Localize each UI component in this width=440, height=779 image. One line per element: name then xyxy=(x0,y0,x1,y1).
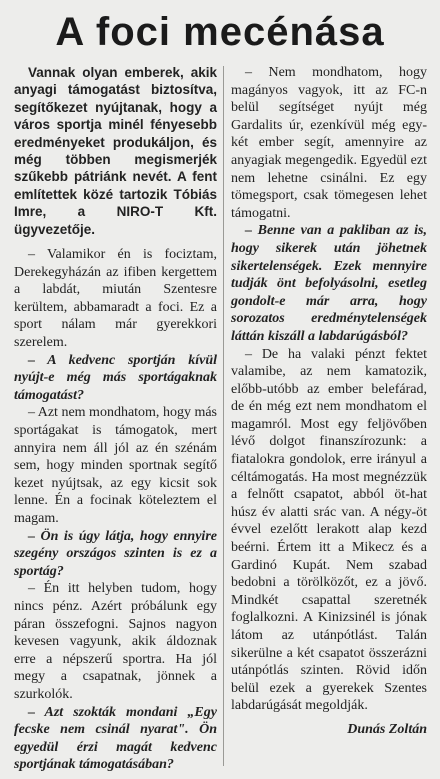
left-column xyxy=(14,64,217,774)
question-paragraph: – Ön is úgy látja, hogy ennyire szegény országos szinten is ez a sportág? xyxy=(14,528,217,579)
question-paragraph: – Benne van a pakliban az is, hogy sikerek után jöhetnek sikertelenségek. Ezek mennyire tudják önt befolyásolni, esetleg gondolt-e már arra, hogy sorozatos eredménytelenségek láttán kiszáll a labdarúgásból? xyxy=(231,223,427,344)
answer-paragraph: – Valamikor én is fociztam, Derekegyházán az ifiben kergettem a labdát, miután Szentesre kerültem, abbamaradt a foci. Ez a sport nálam már gyerekkori szerelem. xyxy=(14,247,217,351)
question-paragraph: – A kedvenc sportján kívül nyújt-e még más sportágaknak támogatást? xyxy=(14,352,217,403)
article-title: A foci mecénása xyxy=(55,10,385,54)
answer-paragraph: – Nem mondhatom, hogy magányos vagyok, itt az FC-n belül segítséget nyújt még Gardalits úr, ezenkívül még egy-két ember segít, amennyire az anyagiak megengedik. Egyedül ezt nem lehetne csinálni. Ez egy tömegsport, csak tömegesen lehet támogatni. xyxy=(231,65,427,221)
answer-paragraph: – Én itt helyben tudom, hogy nincs pénz. Azért próbálunk egy páran összefogni. Sajnos nagyon kevesen vagyunk, akik áldoznak erre a népszerű sportra. Ha jól megy a csapatnak, jönnek a szurkolók. xyxy=(14,581,217,702)
article-lead: Vannak olyan emberek, akik anyagi támogatást biztosítva, segítőkezet nyújtanak, hogy a város sportja minél fényesebb eredményeket produkáljon, és még többen megismerjék szűkebb pátriánk nevét. A fent említettek közé tartozik Tóbiás Imre, a NIRO-T Kft. ügyvezetője. xyxy=(14,65,217,237)
question-paragraph: – Azt szokták mondani „Egy fecske nem csinál nyarat". Ön egyedül érzi magát kedvenc sportjának támogatásában? xyxy=(14,704,217,773)
answer-paragraph: – Azt nem mondhatom, hogy más sportágakat is támogatok, mert annyira nem áll jól az én szénám sem, hogy minden sportnak segítő kezet nyújtsak, az egy kicsit sok lenne. Én a focinak köteleztem el magam. xyxy=(14,405,217,526)
author-signature: Dunás Zoltán xyxy=(347,721,427,737)
column-divider xyxy=(223,66,224,766)
answer-paragraph: – De ha valaki pénzt fektet valamibe, az nem kamatozik, előbb-utóbb az ember belefárad, de én még ezt nem mondhatom el magamról. Most egy feljövőben lévő dolgot finanszírozunk: a fiatalokra gondolok, erre irányul a céltámogatás. Ha most megnézzük a felnőtt csapatot, abból öt-hat húsz év alatti srác van. A négy-öt évvel ezelőtt lerakott alap kezd beérni. Értem itt a Mikecz és a Gardinó Kupát. Nem szabad bedobni a törölközőt, ez a jövő. Mindkét csapattal szeretnék foglalkozni. A Kinizsinél is jónak látom az utánpótlást. Talán sikerülne a két csapatot összerázni utánpótlás szinten. Rövid időn belül ezek a gyerekek Szentes labdarúgását megoldják. xyxy=(231,346,427,714)
right-column xyxy=(231,64,427,739)
